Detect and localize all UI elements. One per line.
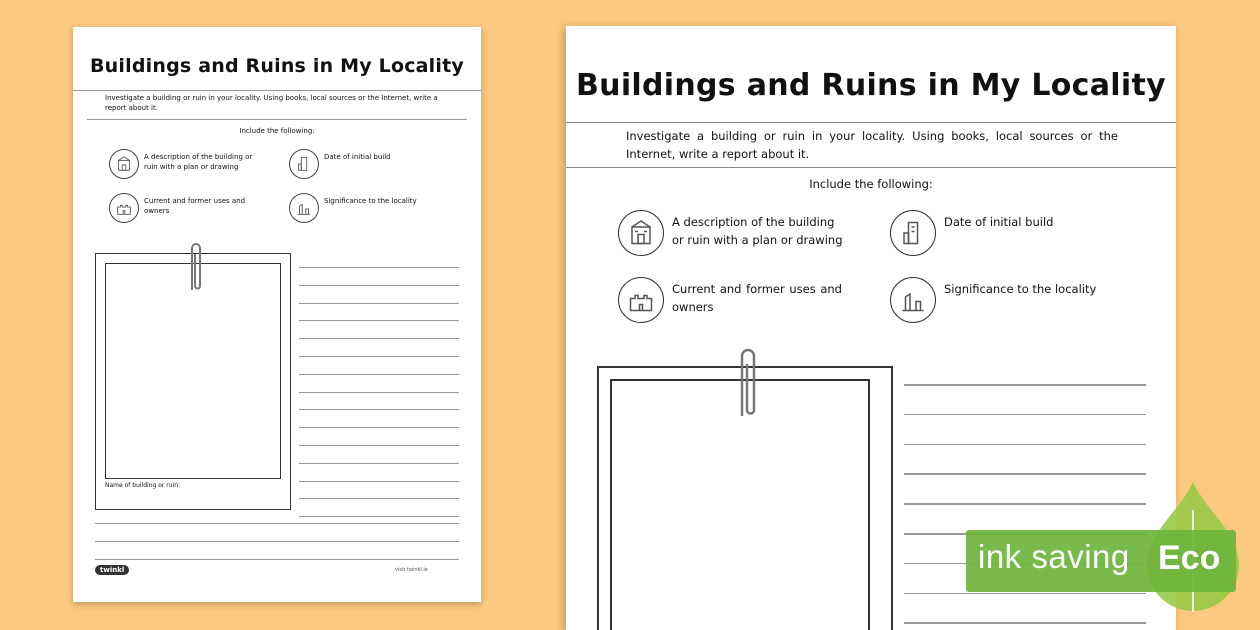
- writing-line: [299, 516, 459, 517]
- writing-line: [95, 559, 459, 560]
- writing-line: [299, 392, 459, 393]
- writing-line: [299, 267, 459, 268]
- writing-line: [299, 303, 459, 304]
- writing-line: [904, 414, 1146, 416]
- writing-line: [904, 384, 1146, 386]
- writing-line: [299, 481, 459, 482]
- writing-line: [299, 498, 459, 499]
- tower-icon: [890, 210, 936, 256]
- writing-line: [299, 320, 459, 321]
- writing-line: [904, 622, 1146, 624]
- include-heading: Include the following:: [239, 127, 315, 135]
- writing-line: [299, 409, 459, 410]
- page-title: Buildings and Ruins in My Locality: [576, 68, 1166, 103]
- checklist-item-label: Date of initial build: [944, 215, 1054, 229]
- checklist-item: [618, 277, 848, 323]
- writing-line: [904, 503, 1146, 505]
- tower-icon: [289, 149, 319, 179]
- checklist-item-label: A description of the building or ruin with a plan or drawing: [144, 153, 253, 171]
- checklist-item: [289, 149, 449, 179]
- checklist-item-label: Significance to the locality: [944, 282, 1097, 296]
- writing-line: [299, 338, 459, 339]
- photo-caption: Name of building or ruin:: [105, 482, 181, 489]
- checklist-item-label: A description of the building or ruin with a plan or drawing: [672, 215, 843, 247]
- checklist-item: [289, 193, 449, 223]
- checklist-item: [109, 193, 259, 223]
- intro-text: Investigate a building or ruin in your locality. Using books, local sources or the Internet, write a report about it.: [626, 129, 1118, 161]
- checklist-item: [109, 149, 259, 179]
- checklist-item-label: Date of initial build: [324, 153, 391, 161]
- writing-line: [299, 427, 459, 428]
- writing-line: [904, 593, 1146, 595]
- checklist-item-label: Current and former uses and owners: [672, 282, 842, 314]
- footer-credit: visit twinkl.ie: [395, 567, 428, 573]
- writing-line: [299, 374, 459, 375]
- footer-logo: twinkl: [95, 565, 129, 575]
- ruin-icon: [890, 277, 936, 323]
- writing-line: [904, 473, 1146, 475]
- title-band: [73, 27, 481, 91]
- building-sketch-icon: [109, 149, 139, 179]
- paperclip-icon: [736, 346, 760, 424]
- include-heading: Include the following:: [809, 177, 933, 191]
- writing-line: [299, 463, 459, 464]
- castle-icon: [109, 193, 139, 223]
- writing-line: [95, 541, 459, 542]
- eco-label: Eco: [1158, 539, 1221, 577]
- checklist-item-label: Current and former uses and owners: [144, 197, 246, 215]
- title-band: [566, 26, 1176, 123]
- building-sketch-icon: [618, 210, 664, 256]
- paperclip-icon: [187, 240, 205, 296]
- castle-icon: [618, 277, 664, 323]
- ruin-icon: [289, 193, 319, 223]
- intro-text: Investigate a building or ruin in your locality. Using books, local sources or the Internet, write a report about it.: [87, 93, 467, 120]
- worksheet-preview-small: [73, 27, 481, 602]
- checklist-item-label: Significance to the locality: [324, 197, 417, 205]
- writing-line: [299, 445, 459, 446]
- page-title: Buildings and Ruins in My Locality: [90, 55, 464, 77]
- writing-line: [299, 285, 459, 286]
- writing-line: [904, 444, 1146, 446]
- checklist-item: [890, 210, 1120, 256]
- checklist-item: [618, 210, 848, 256]
- writing-line: [95, 523, 459, 524]
- checklist-item: [890, 277, 1140, 323]
- ink-saving-label: ink saving: [978, 538, 1130, 575]
- writing-line: [299, 356, 459, 357]
